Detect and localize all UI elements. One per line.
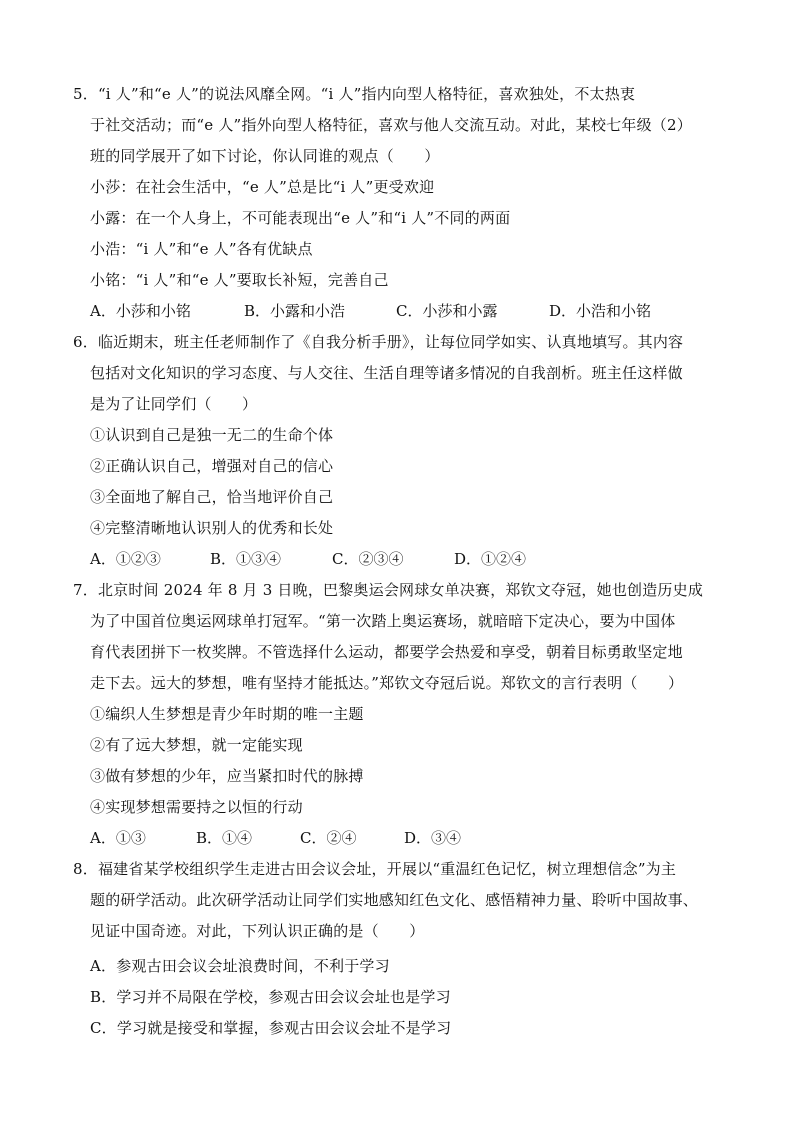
- q8-stem-line-2: 题的研学活动。此次研学活动让同学们实地感知红色文化、感悟精神力量、聆听中国故事、: [90, 891, 699, 909]
- q5-stem-line-1: 5．“i 人”和“e 人”的说法风靡全网。“i 人”指内向型人格特征，喜欢独处，不太热衷: [73, 85, 636, 103]
- q5-option-b[interactable]: B．小露和小浩: [244, 302, 346, 320]
- q6-stem-line-1: 6．临近期末，班主任老师制作了《自我分析手册》，让每位同学如实、认真地填写。其内容: [73, 333, 684, 351]
- q7-option-b[interactable]: B．①④: [196, 829, 253, 847]
- q5-option-c[interactable]: C．小莎和小露: [396, 302, 498, 320]
- q7-stem-line-1: 7．北京时间 2024 年 8 月 3 日晚，巴黎奥运会网球女单决赛，郑钦文夺冠，她也创造历史成: [73, 581, 704, 599]
- q6-stem-line-3: 是为了让同学们（ ）: [90, 395, 258, 413]
- q7-item-1: ①编织人生梦想是青少年时期的唯一主题: [90, 705, 364, 723]
- q7-stem-line-3: 育代表团拼下一枚奖牌。不管选择什么运动，都要学会热爱和享受，朝着目标勇敢坚定地: [90, 643, 683, 661]
- q7-option-c[interactable]: C．②④: [300, 829, 357, 847]
- q6-option-a[interactable]: A．①②③: [90, 550, 161, 568]
- q5-view-xiaolu: 小露：在一个人身上，不可能表现出“e 人”和“i 人”不同的两面: [90, 209, 511, 227]
- q7-option-a[interactable]: A．①③: [90, 829, 146, 847]
- q7-stem-line-2: 为了中国首位奥运网球单打冠军。“第一次踏上奥运赛场，就暗暗下定决心，要为中国体: [90, 612, 676, 630]
- q8-stem-line-3: 见证中国奇迹。对此，下列认识正确的是（ ）: [90, 922, 425, 940]
- q8-stem-line-1: 8．福建省某学校组织学生走进古田会议会址，开展以“重温红色记忆，树立理想信念”为主: [73, 860, 677, 878]
- q5-option-a[interactable]: A．小莎和小铭: [90, 302, 191, 320]
- q5-option-d[interactable]: D．小浩和小铭: [549, 302, 652, 320]
- q6-stem-line-2: 包括对文化知识的学习态度、与人交往、生活自理等诸多情况的自我剖析。班主任这样做: [90, 364, 683, 382]
- q5-view-xiaohao: 小浩：“i 人”和“e 人”各有优缺点: [90, 240, 313, 258]
- q6-item-4: ④完整清晰地认识别人的优秀和长处: [90, 519, 334, 537]
- q7-option-d[interactable]: D．③④: [404, 829, 462, 847]
- q7-stem-line-4: 走下去。远大的梦想，唯有坚持才能抵达。”郑钦文夺冠后说。郑钦文的言行表明（ ）: [90, 674, 684, 692]
- q6-item-2: ②正确认识自己，增强对自己的信心: [90, 457, 334, 475]
- q7-item-2: ②有了远大梦想，就一定能实现: [90, 736, 303, 754]
- q6-option-c[interactable]: C．②③④: [332, 550, 404, 568]
- q5-view-xiaosha: 小莎：在社会生活中，“e 人”总是比“i 人”更受欢迎: [90, 178, 435, 196]
- q8-option-b[interactable]: B．学习并不局限在学校，参观古田会议会址也是学习: [90, 988, 451, 1006]
- q8-option-c[interactable]: C．学习就是接受和掌握，参观古田会议会址不是学习: [90, 1019, 452, 1037]
- q8-option-a[interactable]: A．参观古田会议会址浪费时间，不利于学习: [90, 957, 390, 975]
- q5-view-xiaoming: 小铭：“i 人”和“e 人”要取长补短，完善自己: [90, 271, 389, 289]
- q5-stem-line-2: 于社交活动；而“e 人”指外向型人格特征，喜欢与他人交流互动。对此，某校七年级（2）: [90, 116, 692, 134]
- q7-item-3: ③做有梦想的少年，应当紧扣时代的脉搏: [90, 767, 364, 785]
- q5-stem-line-3: 班的同学展开了如下讨论，你认同谁的观点（ ）: [90, 147, 440, 165]
- q6-option-b[interactable]: B．①③④: [210, 550, 282, 568]
- q6-option-d[interactable]: D．①②④: [454, 550, 527, 568]
- q6-item-1: ①认识到自己是独一无二的生命个体: [90, 426, 334, 444]
- q7-item-4: ④实现梦想需要持之以恒的行动: [90, 798, 303, 816]
- q6-item-3: ③全面地了解自己，恰当地评价自己: [90, 488, 334, 506]
